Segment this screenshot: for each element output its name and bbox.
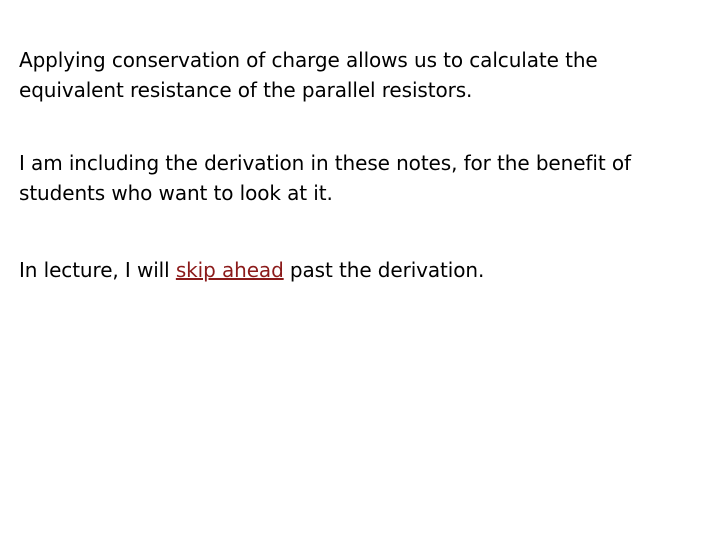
skip-ahead-link[interactable]: skip ahead	[175, 258, 284, 282]
paragraph-conservation-of-charge: Applying conservation of charge allows us to calculate the equivalent resistance of the parallel resistors.	[19, 48, 598, 102]
lecture-note-text-after: past the derivation.	[283, 258, 485, 282]
paragraph-derivation-note: I am including the derivation in these notes, for the benefit of students who want to look at it.	[19, 151, 631, 205]
lecture-note-text-before: In lecture, I will	[19, 258, 176, 282]
paragraph-lecture-note	[19, 255, 699, 285]
